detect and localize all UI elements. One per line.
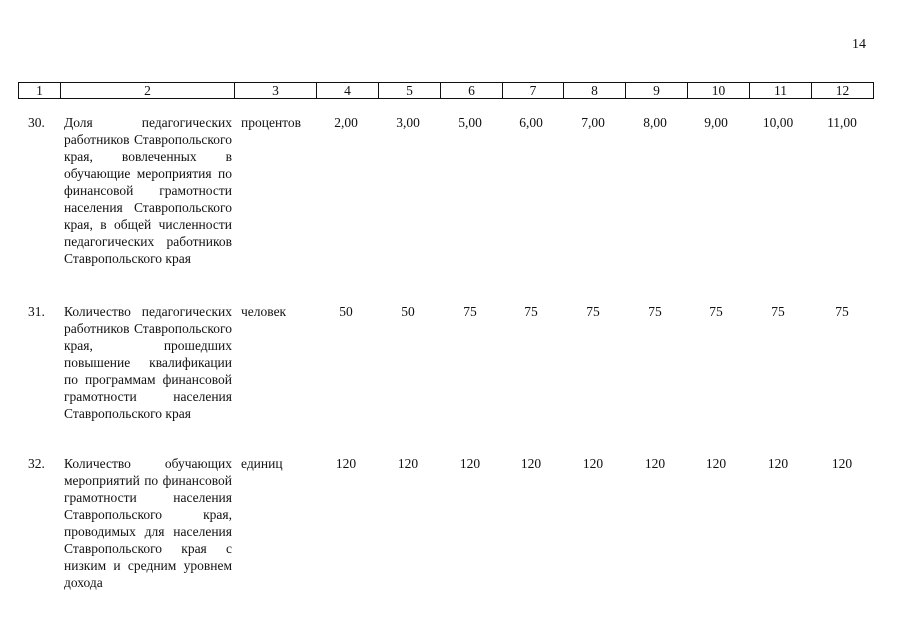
value-col-6: 120 [459, 456, 481, 471]
value-col-8: 7,00 [581, 115, 605, 130]
value-col-6: 75 [463, 304, 477, 319]
value-col-9: 120 [644, 456, 666, 471]
header-col-11: 11 [750, 83, 812, 99]
row-number: 32. [28, 456, 45, 471]
indicator-name: Количество обучающих мероприятий по финансовой грамотности населения Ставропольского края, проводимых для населения Ставропольского края с низким и средним уровнем дохода [64, 456, 232, 590]
unit-of-measure: единиц [241, 456, 283, 471]
header-col-6: 6 [441, 83, 503, 99]
value-col-7: 120 [520, 456, 542, 471]
value-col-10: 75 [709, 304, 723, 319]
value-col-8: 120 [582, 456, 604, 471]
header-col-10: 10 [688, 83, 750, 99]
value-col-6: 5,00 [458, 115, 482, 130]
value-col-7: 6,00 [519, 115, 543, 130]
value-col-12: 11,00 [827, 115, 857, 130]
unit-of-measure: человек [241, 304, 287, 319]
header-col-5: 5 [379, 83, 441, 99]
value-col-12: 120 [831, 456, 853, 471]
row-number: 30. [28, 115, 45, 130]
value-col-11: 120 [767, 456, 789, 471]
value-col-10: 9,00 [704, 115, 728, 130]
header-col-3: 3 [235, 83, 317, 99]
unit-of-measure: процентов [241, 115, 302, 130]
value-col-11: 75 [771, 304, 785, 319]
value-col-4: 2,00 [334, 115, 358, 130]
value-col-4: 120 [335, 456, 357, 471]
column-number-header [18, 82, 874, 99]
header-col-7: 7 [503, 83, 564, 99]
value-col-7: 75 [524, 304, 538, 319]
value-col-8: 75 [586, 304, 600, 319]
header-col-8: 8 [564, 83, 626, 99]
value-col-5: 3,00 [396, 115, 420, 130]
header-col-2: 2 [61, 83, 235, 99]
header-col-9: 9 [626, 83, 688, 99]
value-col-4: 50 [339, 304, 353, 319]
value-col-5: 120 [397, 456, 419, 471]
value-col-9: 8,00 [643, 115, 667, 130]
indicator-name: Количество педагогических работников Ставропольского края, прошедших повышение квалификации по программам финансовой грамотности населения Ставропольского края [64, 304, 232, 421]
header-col-4: 4 [317, 83, 379, 99]
value-col-11: 10,00 [762, 115, 794, 130]
indicator-name: Доля педагогических работников Ставропольского края, вовлеченных в обучающие мероприятия по финансовой грамотности населения Ставропольского края, в общей численности педагогических работников Ставропольского края [64, 115, 232, 266]
value-col-10: 120 [705, 456, 727, 471]
value-col-9: 75 [648, 304, 662, 319]
header-col-1: 1 [19, 83, 61, 99]
value-col-5: 50 [401, 304, 415, 319]
page-number: 14 [852, 37, 866, 52]
row-number: 31. [28, 304, 45, 319]
value-col-12: 75 [835, 304, 849, 319]
header-col-12: 12 [812, 83, 874, 99]
